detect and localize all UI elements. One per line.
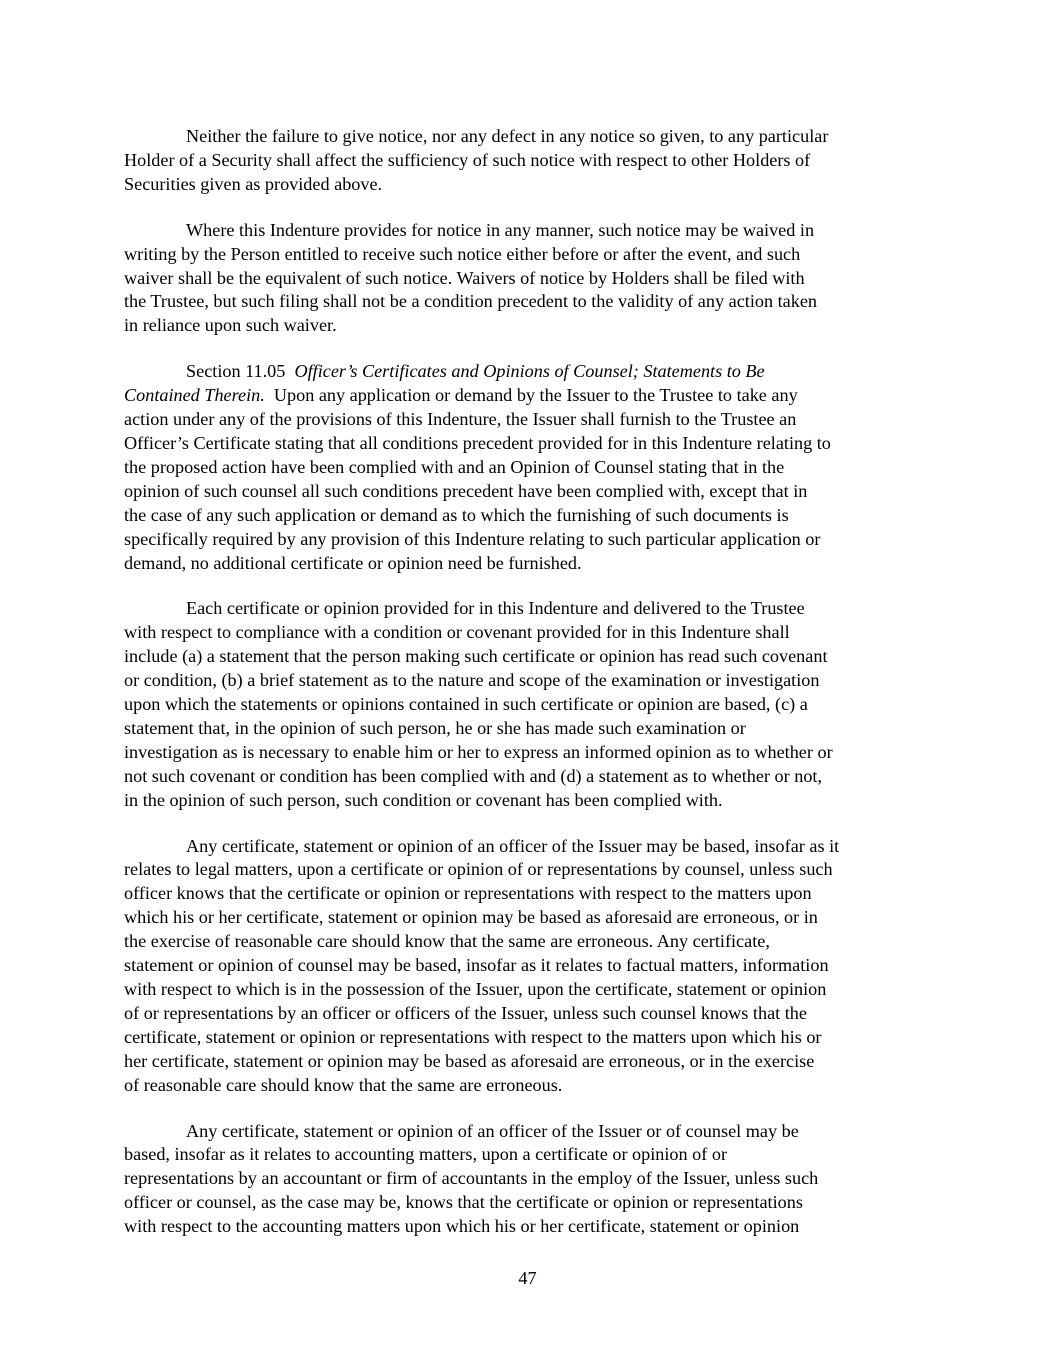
text-line: Where this Indenture provides for notice in any manner, such notice may be waived in <box>186 219 815 240</box>
text-line: include (a) a statement that the person making such certificate or opinion has read such covenant <box>124 646 828 667</box>
text-line: action under any of the provisions of this Indenture, the Issuer shall furnish to the Trustee an <box>124 409 797 430</box>
text-line: in the opinion of such person, such condition or covenant has been complied with. <box>124 789 723 810</box>
text-line: statement or opinion of counsel may be based, insofar as it relates to factual matters, information <box>124 955 829 976</box>
paragraph-notice-waiver <box>124 219 936 339</box>
section-title-continued: Contained Therein. <box>124 385 265 406</box>
text-line: Neither the failure to give notice, nor any defect in any notice so given, to any particular <box>186 126 829 146</box>
section-heading-line <box>124 384 936 408</box>
text-line: upon which the statements or opinions contained in such certificate or opinion are based, (c) a <box>124 694 808 715</box>
text-line: Any certificate, statement or opinion of an officer of the Issuer may be based, insofar as it <box>186 835 840 856</box>
text-line: writing by the Person entitled to receive such notice either before or after the event, and such <box>124 243 801 264</box>
text-line: her certificate, statement or opinion may be based as aforesaid are erroneous, or in the exercise <box>124 1050 815 1071</box>
text-line: the exercise of reasonable care should know that the same are erroneous. Any certificate, <box>124 931 770 952</box>
text-line: Any certificate, statement or opinion of an officer of the Issuer or of counsel may be <box>186 1120 799 1141</box>
section-title: Officer’s Certificates and Opinions of Counsel; Statements to Be <box>294 361 765 382</box>
text-line: Securities given as provided above. <box>124 173 383 194</box>
paragraph-legal-matters <box>124 835 936 1098</box>
text-line: specifically required by any provision of this Indenture relating to such particular application or <box>124 528 821 549</box>
text-line: officer or counsel, as the case may be, knows that the certificate or opinion or representations <box>124 1192 803 1213</box>
text-line: demand, no additional certificate or opinion need be furnished. <box>124 552 582 573</box>
text-line: of reasonable care should know that the same are erroneous. <box>124 1074 563 1095</box>
text-line: certificate, statement or opinion or representations with respect to the matters upon which his or <box>124 1026 822 1047</box>
paragraph-notice-failure <box>124 125 936 197</box>
text-line: the proposed action have been complied with and an Opinion of Counsel stating that in the <box>124 456 785 477</box>
text-line: Upon any application or demand by the Issuer to the Trustee to take any <box>273 385 798 406</box>
text-line: not such covenant or condition has been complied with and (d) a statement as to whether or not, <box>124 765 823 786</box>
paragraph-accounting-matters <box>124 1120 936 1240</box>
text-line: the case of any such application or demand as to which the furnishing of such documents is <box>124 504 789 525</box>
page-number: 47 <box>518 1268 537 1288</box>
text-line: with respect to which is in the possession of the Issuer, upon the certificate, statement or opinion <box>124 979 827 999</box>
text-line: representations by an accountant or firm of accountants in the employ of the Issuer, unless such <box>124 1168 819 1189</box>
paragraph-section-11-05 <box>124 360 936 575</box>
text-line: Holder of a Security shall affect the sufficiency of such notice with respect to other Holders of <box>124 149 811 170</box>
section-number: Section 11.05 <box>186 361 286 382</box>
document-body <box>124 125 936 1261</box>
text-line: or condition, (b) a brief statement as to the nature and scope of the examination or investigation <box>124 670 820 691</box>
text-line: opinion of such counsel all such conditions precedent have been complied with, except that in <box>124 480 808 501</box>
text-line: in reliance upon such waiver. <box>124 315 337 336</box>
text-line: with respect to the accounting matters upon which his or her certificate, statement or opinion <box>124 1216 800 1237</box>
text-line: which his or her certificate, statement or opinion may be based as aforesaid are erroneous, or in <box>124 907 818 928</box>
section-heading-line <box>124 360 936 384</box>
text-line: investigation as is necessary to enable him or her to express an informed opinion as to whether or <box>124 741 833 762</box>
text-line: with respect to compliance with a condition or covenant provided for in this Indenture shall <box>124 622 790 643</box>
paragraph-certificate-contents <box>124 597 936 812</box>
text-line: statement that, in the opinion of such person, he or she has made such examination or <box>124 717 746 738</box>
text-line: Officer’s Certificate stating that all conditions precedent provided for in this Indenture relating to <box>124 432 831 453</box>
text-line: the Trustee, but such filing shall not be a condition precedent to the validity of any action taken <box>124 291 817 312</box>
text-line: Each certificate or opinion provided for in this Indenture and delivered to the Trustee <box>186 598 805 619</box>
text-line: of or representations by an officer or officers of the Issuer, unless such counsel knows that the <box>124 1002 807 1023</box>
text-line: based, insofar as it relates to accounting matters, upon a certificate or opinion of or <box>124 1144 728 1165</box>
text-line: officer knows that the certificate or opinion or representations with respect to the matters upon <box>124 883 812 904</box>
text-line: waiver shall be the equivalent of such notice. Waivers of notice by Holders shall be filed with <box>124 267 805 288</box>
text-line: relates to legal matters, upon a certificate or opinion of or representations by counsel, unless such <box>124 859 833 880</box>
